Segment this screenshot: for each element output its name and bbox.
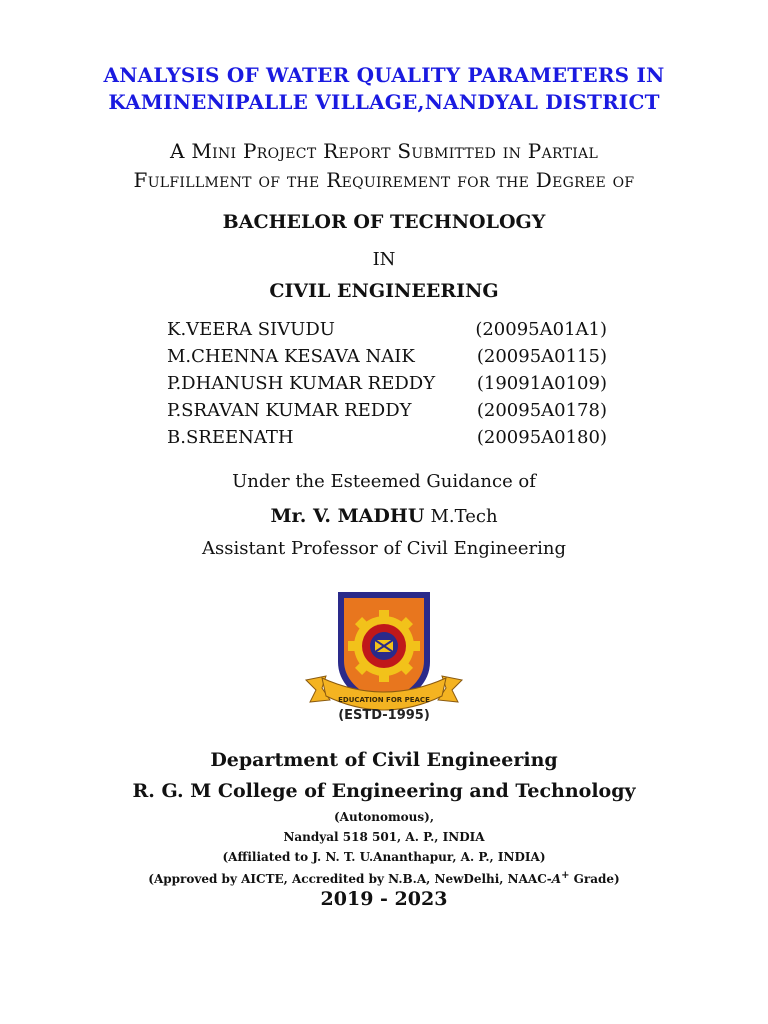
degree-name: BACHELOR OF TECHNOLOGY xyxy=(222,211,546,233)
approval-text-end: Grade) xyxy=(569,872,620,886)
student-name: P.DHANUSH KUMAR REDDY xyxy=(167,373,436,394)
student-name: M.CHENNA KESAVA NAIK xyxy=(167,346,415,367)
student-row xyxy=(167,316,607,343)
autonomous-status: (Autonomous), xyxy=(333,810,435,824)
student-id: (20095A01A1) xyxy=(475,319,607,340)
report-title xyxy=(40,62,728,116)
college-name: R. G. M College of Engineering and Technology xyxy=(132,780,636,802)
student-id: (19091A0109) xyxy=(476,373,607,394)
student-list xyxy=(167,316,607,451)
report-title-line-2: KAMINENIPALLE VILLAGE,NANDYAL DISTRICT xyxy=(108,90,660,114)
college-address: Nandyal 518 501, A. P., INDIA xyxy=(283,830,485,844)
student-row xyxy=(167,343,607,370)
affiliation-line: (Affiliated to J. N. T. U.Ananthapur, A. P., INDIA) xyxy=(222,850,546,864)
student-name: K.VEERA SIVUDU xyxy=(167,319,335,340)
student-row xyxy=(167,424,607,451)
student-id: (20095A0180) xyxy=(476,427,607,448)
department-name: Department of Civil Engineering xyxy=(210,749,558,771)
student-id: (20095A0115) xyxy=(476,346,607,367)
approval-line xyxy=(40,870,728,886)
academic-years: 2019 - 2023 xyxy=(320,888,448,910)
student-row xyxy=(167,397,607,424)
guide-qualification: M.Tech xyxy=(430,506,498,527)
report-subtitle-line-1: A Mini Project Report Submitted in Partial xyxy=(169,139,599,163)
student-name: B.SREENATH xyxy=(167,427,294,448)
guide-line xyxy=(40,505,728,527)
student-row xyxy=(167,370,607,397)
branch-name: CIVIL ENGINEERING xyxy=(269,280,499,302)
logo-banner-text: EDUCATION FOR PEACE xyxy=(338,696,430,704)
student-id: (20095A0178) xyxy=(476,400,607,421)
student-name: P.SRAVAN KUMAR REDDY xyxy=(167,400,412,421)
naac-grade-plus: + xyxy=(561,870,570,881)
guide-name: Mr. V. MADHU xyxy=(270,505,425,527)
naac-grade: A xyxy=(551,872,562,886)
report-subtitle xyxy=(40,137,728,195)
guide-designation: Assistant Professor of Civil Engineering xyxy=(201,538,567,559)
in-word: IN xyxy=(372,249,396,270)
report-subtitle-line-2: Fulfillment of the Requirement for the Degree of xyxy=(133,168,635,192)
logo-estd: (ESTD-1995) xyxy=(338,708,430,723)
logo-gear xyxy=(348,610,420,682)
report-title-line-1: ANALYSIS OF WATER QUALITY PARAMETERS IN xyxy=(103,63,665,87)
approval-text: (Approved by AICTE, Accredited by N.B.A, NewDelhi, NAAC- xyxy=(148,872,552,886)
guidance-label: Under the Esteemed Guidance of xyxy=(232,471,536,492)
